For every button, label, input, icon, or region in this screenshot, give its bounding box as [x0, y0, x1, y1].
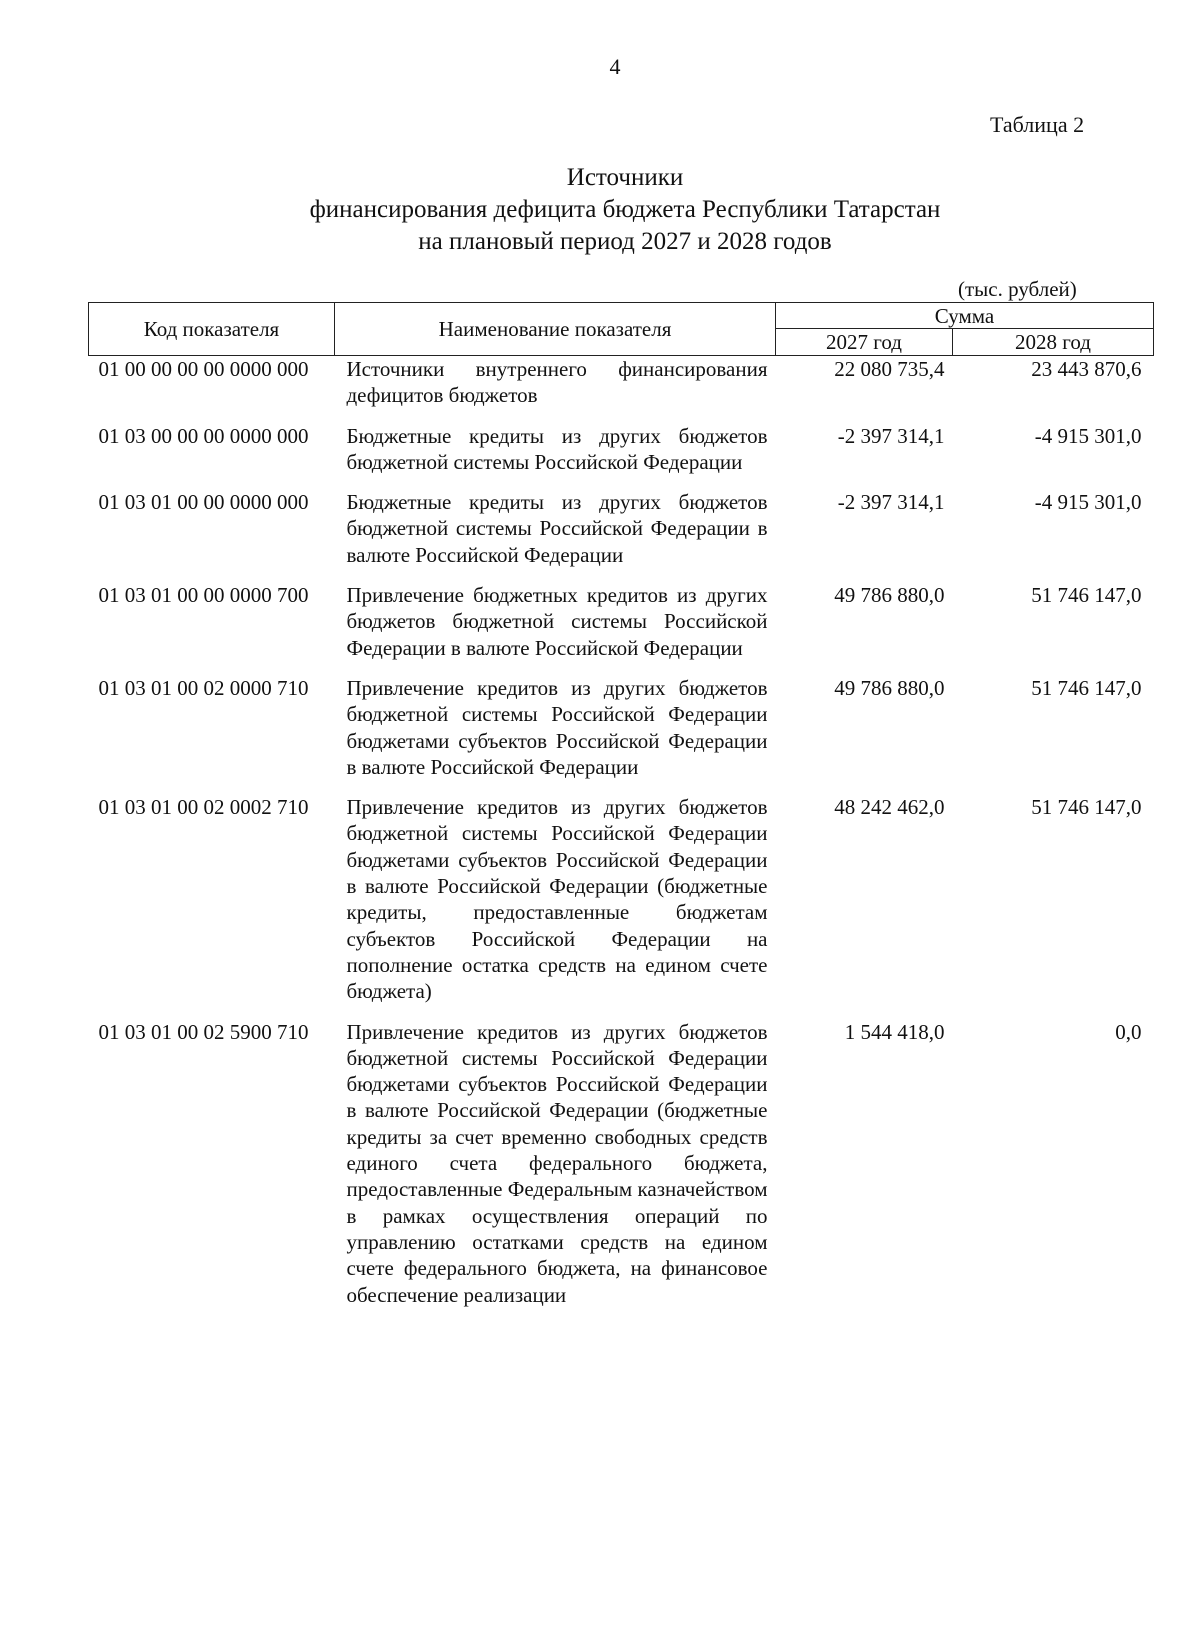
financing-table: [88, 302, 1154, 1322]
row-code: 01 03 01 00 02 0002 710: [98, 795, 309, 820]
header-name: Наименование показателя: [335, 303, 776, 356]
table-header: [89, 303, 1154, 356]
page-number: 4: [609, 54, 621, 79]
header-year-2028: 2028 год: [953, 329, 1154, 356]
row-value-2027: -2 397 314,1: [837, 423, 945, 448]
row-value-2027: 49 786 880,0: [834, 675, 945, 700]
row-name: Привлечение кредитов из других бюджетов бюджетной системы Российской Федерации бюджетами субъектов Российской Федерации в валюте Российской Федерации (бюджетные кредиты, предоставленные бюджетам субъектов Российской Федерации на пополнение остатка средств на едином счете бюджета): [346, 795, 768, 1004]
table-row: [89, 356, 1154, 423]
row-name: Бюджетные кредиты из других бюджетов бюджетной системы Российской Федерации в валюте Российской Федерации: [346, 490, 768, 567]
table-row: [89, 582, 1154, 675]
row-value-2027: -2 397 314,1: [837, 490, 945, 515]
row-value-2028: 51 746 147,0: [1031, 583, 1142, 608]
row-value-2028: -4 915 301,0: [1034, 490, 1142, 515]
row-code: 01 03 00 00 00 0000 000: [98, 423, 309, 448]
table-row: [89, 794, 1154, 1018]
header-year-2027: 2027 год: [776, 329, 953, 356]
table-row: [89, 423, 1154, 490]
row-name: Привлечение кредитов из других бюджетов бюджетной системы Российской Федерации бюджетами субъектов Российской Федерации в валюте Российской Федерации (бюджетные кредиты за счет временно свободных средств единого счета федерального бюджета, предоставленные Федеральным казначейством в рамках осуществления операций по управлению остатками средств на едином счете федерального бюджета, на финансовое обеспечение реализации: [346, 1019, 768, 1307]
units-label: (тыс. рублей): [958, 277, 1077, 301]
row-code: 01 03 01 00 02 5900 710: [98, 1019, 309, 1044]
row-value-2028: 23 443 870,6: [1031, 357, 1142, 381]
row-value-2027: 48 242 462,0: [834, 795, 945, 820]
table-row: [89, 489, 1154, 582]
title-line-1: Источники: [566, 164, 684, 191]
row-name: Бюджетные кредиты из других бюджетов бюджетной системы Российской Федерации: [346, 423, 768, 474]
row-code: 01 03 01 00 02 0000 710: [98, 675, 309, 700]
title-line-3: на плановый период 2027 и 2028 годов: [418, 228, 832, 255]
row-name: Привлечение кредитов из других бюджетов бюджетной системы Российской Федерации бюджетами субъектов Российской Федерации в валюте Российской Федерации: [346, 675, 768, 779]
document-title: [0, 162, 1200, 258]
row-code: 01 00 00 00 00 0000 000: [98, 357, 309, 381]
row-value-2027: 1 544 418,0: [844, 1019, 945, 1044]
title-line-2: финансирования дефицита бюджета Республики Татарстан: [309, 196, 941, 223]
row-code: 01 03 01 00 00 0000 000: [98, 490, 309, 515]
header-sum: Сумма: [776, 303, 1154, 329]
row-value-2027: 49 786 880,0: [834, 583, 945, 608]
row-code: 01 03 01 00 00 0000 700: [98, 583, 309, 608]
row-name: Привлечение бюджетных кредитов из других бюджетов бюджетной системы Российской Федерации в валюте Российской Федерации: [346, 583, 768, 660]
table-row: [89, 675, 1154, 794]
row-value-2028: -4 915 301,0: [1034, 423, 1142, 448]
table-label: Таблица 2: [990, 112, 1085, 137]
row-name: Источники внутреннего финансирования дефицитов бюджетов: [346, 357, 768, 408]
row-value-2028: 0,0: [1115, 1019, 1142, 1044]
row-value-2028: 51 746 147,0: [1031, 675, 1142, 700]
row-value-2028: 51 746 147,0: [1031, 795, 1142, 820]
table-row: [89, 1019, 1154, 1322]
row-value-2027: 22 080 735,4: [834, 357, 945, 381]
header-code: Код показателя: [89, 303, 335, 356]
table-body: [89, 356, 1154, 1322]
